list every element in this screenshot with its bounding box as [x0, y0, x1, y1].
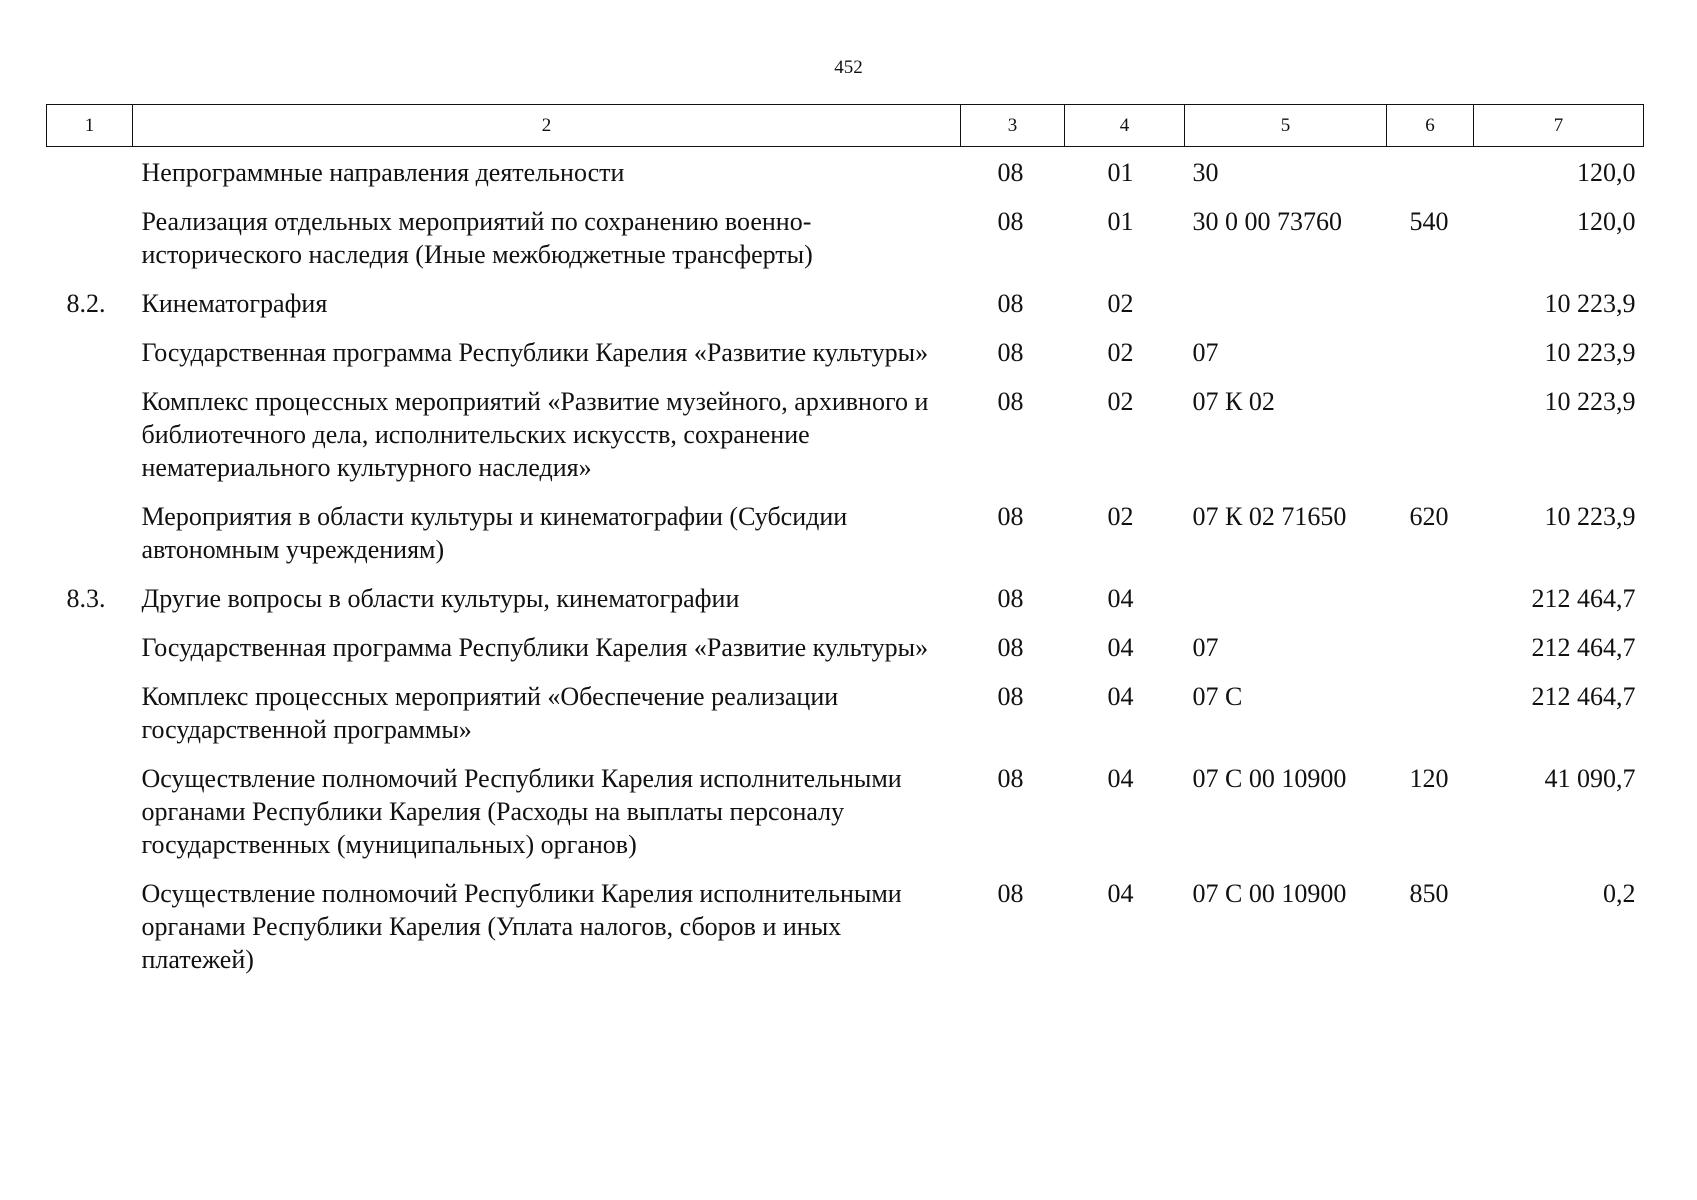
- table-row: [47, 287, 1644, 336]
- row-section: 08: [997, 502, 1024, 531]
- row-subsection: 02: [1107, 338, 1134, 367]
- table-row: [47, 680, 1644, 762]
- row-expense-type: 850: [1409, 879, 1449, 908]
- row-subsection: 04: [1107, 879, 1134, 908]
- header-col-5: 5: [1185, 105, 1387, 147]
- row-number: [47, 631, 133, 680]
- table-row: [47, 877, 1644, 992]
- row-name: Осуществление полномочий Республики Карелия исполнительными органами Республики Карелия (Уплата налогов, сборов и иных платежей): [141, 879, 902, 974]
- row-amount: 10 223,9: [1544, 387, 1636, 416]
- row-name: Государственная программа Республики Карелия «Развитие культуры»: [141, 633, 929, 662]
- row-expense-type: [1387, 680, 1474, 762]
- row-target-code: 07 К 02 71650: [1192, 502, 1347, 531]
- row-section: 08: [997, 633, 1024, 662]
- row-number: 8.3.: [66, 584, 106, 613]
- row-expense-type: [1387, 147, 1474, 206]
- row-number: [47, 336, 133, 385]
- row-expense-type: [1387, 631, 1474, 680]
- row-subsection: 04: [1107, 764, 1134, 793]
- row-section: 08: [997, 682, 1024, 711]
- row-subsection: 02: [1107, 502, 1134, 531]
- row-section: 08: [997, 207, 1024, 236]
- row-amount: 212 464,7: [1531, 584, 1636, 613]
- row-subsection: 01: [1107, 207, 1134, 236]
- table-row: [47, 631, 1644, 680]
- budget-table: [46, 104, 1644, 992]
- row-target-code: 07: [1192, 633, 1219, 662]
- row-section: 08: [997, 158, 1024, 187]
- row-expense-type: [1387, 336, 1474, 385]
- row-target-code: 07 К 02: [1192, 387, 1275, 416]
- row-amount: 0,2: [1603, 879, 1636, 908]
- header-col-4: 4: [1065, 105, 1185, 147]
- header-col-7: 7: [1474, 105, 1644, 147]
- table-row: [47, 500, 1644, 582]
- row-section: 08: [997, 338, 1024, 367]
- row-amount: 10 223,9: [1544, 289, 1636, 318]
- row-expense-type: [1387, 287, 1474, 336]
- row-section: 08: [997, 764, 1024, 793]
- row-number: [47, 500, 133, 582]
- row-name: Другие вопросы в области культуры, кинематографии: [141, 584, 740, 613]
- header-col-1: 1: [47, 105, 133, 147]
- table-row: [47, 762, 1644, 877]
- row-target-code: [1185, 287, 1387, 336]
- row-amount: 212 464,7: [1531, 633, 1636, 662]
- row-name: Мероприятия в области культуры и кинематографии (Субсидии автономным учреждениям): [141, 502, 848, 564]
- row-name: Реализация отдельных мероприятий по сохранению военно-исторического наследия (Иные межбюджетные трансферты): [141, 207, 813, 269]
- header-col-6: 6: [1387, 105, 1474, 147]
- row-target-code: 30: [1192, 158, 1219, 187]
- row-amount: 10 223,9: [1544, 338, 1636, 367]
- row-number: [47, 147, 133, 206]
- table-body: [47, 147, 1644, 993]
- row-name: Осуществление полномочий Республики Карелия исполнительными органами Республики Карелия (Расходы на выплаты персоналу государственных (муниципальных) органов): [141, 764, 902, 859]
- table-row: [47, 385, 1644, 500]
- row-amount: 212 464,7: [1531, 682, 1636, 711]
- row-expense-type: [1387, 582, 1474, 631]
- row-expense-type: 620: [1409, 502, 1449, 531]
- row-subsection: 02: [1107, 387, 1134, 416]
- header-col-2: 2: [133, 105, 961, 147]
- row-number: [47, 877, 133, 992]
- row-number: [47, 680, 133, 762]
- table-row: [47, 147, 1644, 206]
- row-section: 08: [997, 387, 1024, 416]
- row-expense-type: 120: [1409, 764, 1449, 793]
- table-header: [47, 105, 1644, 147]
- row-expense-type: [1387, 385, 1474, 500]
- row-section: 08: [997, 584, 1024, 613]
- row-target-code: 07 С: [1192, 682, 1243, 711]
- table-row: [47, 205, 1644, 287]
- row-subsection: 04: [1107, 584, 1134, 613]
- row-name: Кинематография: [141, 289, 328, 318]
- row-subsection: 01: [1107, 158, 1134, 187]
- row-target-code: 07 С 00 10900: [1192, 764, 1347, 793]
- row-section: 08: [997, 879, 1024, 908]
- row-expense-type: 540: [1409, 207, 1449, 236]
- row-name: Непрограммные направления деятельности: [141, 158, 625, 187]
- row-subsection: 02: [1107, 289, 1134, 318]
- header-col-3: 3: [961, 105, 1065, 147]
- row-target-code: 07: [1192, 338, 1219, 367]
- row-section: 08: [997, 289, 1024, 318]
- row-name: Государственная программа Республики Карелия «Развитие культуры»: [141, 338, 929, 367]
- row-subsection: 04: [1107, 633, 1134, 662]
- table-row: [47, 336, 1644, 385]
- row-name: Комплекс процессных мероприятий «Обеспечение реализации государственной программы»: [141, 682, 839, 744]
- row-number: [47, 762, 133, 877]
- header-row: [47, 105, 1644, 147]
- row-number: [47, 385, 133, 500]
- row-subsection: 04: [1107, 682, 1134, 711]
- row-amount: 120,0: [1577, 207, 1636, 236]
- row-number: [47, 205, 133, 287]
- row-target-code: 07 С 00 10900: [1192, 879, 1347, 908]
- row-amount: 120,0: [1577, 158, 1636, 187]
- page-number: 452: [834, 57, 863, 78]
- row-number: 8.2.: [66, 289, 106, 318]
- row-amount: 41 090,7: [1544, 764, 1636, 793]
- row-amount: 10 223,9: [1544, 502, 1636, 531]
- row-name: Комплекс процессных мероприятий «Развитие музейного, архивного и библиотечного дела, исполнительских искусств, сохранение нематериального культурного наследия»: [141, 387, 929, 482]
- row-target-code: 30 0 00 73760: [1192, 207, 1342, 236]
- table-row: [47, 582, 1644, 631]
- row-target-code: [1185, 582, 1387, 631]
